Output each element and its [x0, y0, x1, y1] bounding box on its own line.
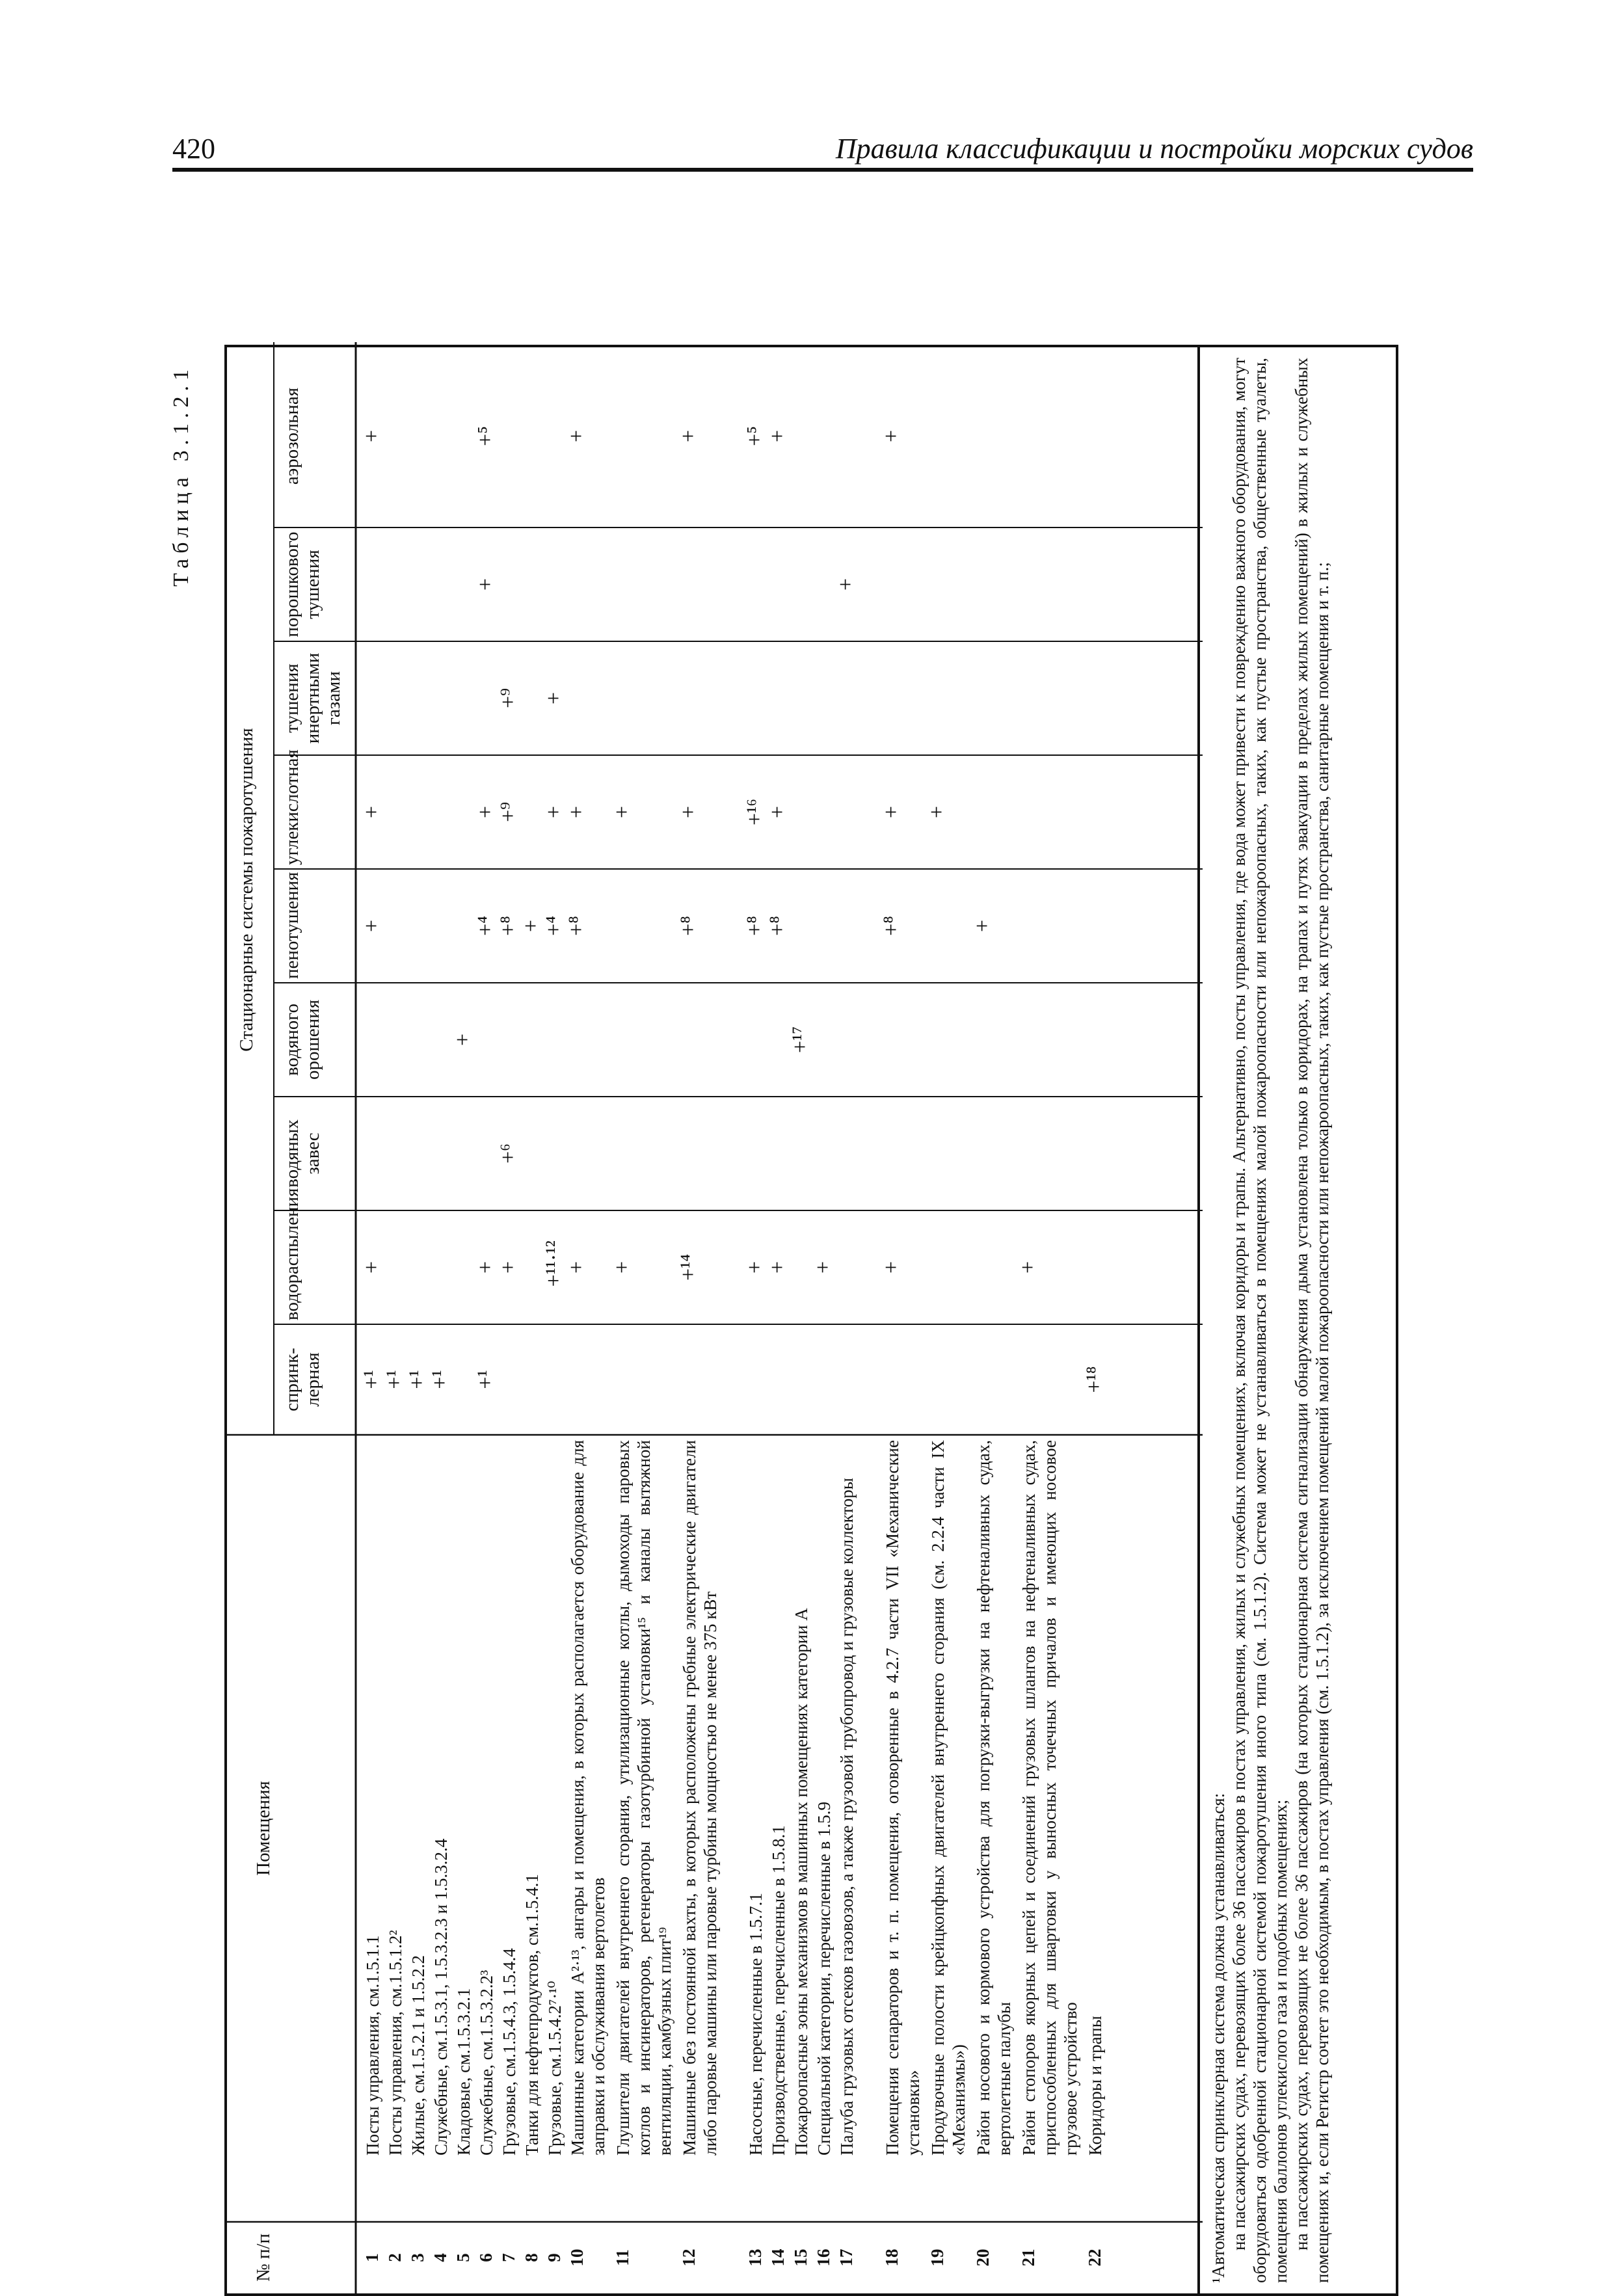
- row-room-text: Продувочные полости крейцкопфных двигателей внутреннего сгорания (см. 2.2.4 части IX «Механизмы»): [928, 1440, 968, 2156]
- page-number: 420: [172, 133, 215, 165]
- cell-mark: +: [743, 1261, 767, 1274]
- row-number: 1: [362, 2253, 382, 2262]
- cell-mark: +⁴: [473, 915, 498, 937]
- row-room-text: Посты управления, см.1.5.1.1: [363, 1935, 382, 2156]
- cell-mark: +⁹: [496, 801, 520, 823]
- cell-mark: +: [360, 429, 384, 443]
- row-room-text: Насосные, перечисленные в 1.5.7.1: [746, 1893, 766, 2156]
- cell-mark: +: [676, 805, 700, 819]
- cell-mark: +: [925, 805, 949, 819]
- cell-mark: +: [496, 1261, 520, 1274]
- cell-mark: +: [811, 1261, 835, 1274]
- cell-mark: +⁵: [743, 425, 767, 447]
- row-room-text: Грузовые, см.1.5.4.3, 1.5.4.4: [500, 1948, 519, 2156]
- row-number: 3: [408, 2253, 427, 2262]
- cell-mark: +⁶: [496, 1143, 520, 1164]
- cell-mark: +: [565, 805, 589, 819]
- cell-mark: +: [879, 429, 903, 443]
- cell-mark: +: [879, 1261, 903, 1274]
- row-room-text: Производственные, перечисленные в 1.5.8.1: [769, 1825, 788, 2156]
- cell-mark: +¹¹·¹²: [542, 1240, 566, 1287]
- row-number: 18: [882, 2249, 901, 2267]
- system-header-6: углекислотная: [282, 749, 302, 865]
- rotated-table-page: [163, 345, 1437, 2296]
- row-number: 22: [1085, 2249, 1104, 2267]
- row-number: 16: [814, 2249, 833, 2267]
- row-room-text: Служебные, см.1.5.3.1, 1.5.3.2.3 и 1.5.3.2.4: [431, 1838, 451, 2156]
- row-number: 20: [973, 2249, 993, 2267]
- cell-mark: +⁸: [879, 915, 903, 937]
- row-number: 11: [613, 2249, 632, 2266]
- cell-mark: +⁸: [496, 915, 520, 937]
- system-header-1: спринк-лерная: [282, 1348, 323, 1411]
- row-number: 6: [476, 2253, 496, 2262]
- cell-mark: +⁸: [743, 915, 767, 937]
- cell-mark: +: [360, 805, 384, 819]
- cell-mark: +: [473, 805, 498, 819]
- cell-mark: +: [1016, 1261, 1040, 1274]
- header-stationary-systems: Стационарные системы пожаротушения: [236, 728, 257, 1052]
- row-number: 9: [544, 2253, 564, 2262]
- cell-mark: +¹⁷: [788, 1026, 812, 1054]
- system-header-2: водораспыления: [282, 1188, 302, 1320]
- footnote-1a: на пассажирских судах, перевозящих более 36 пассажиров в постах управления, жилых и служебных помещениях, включая коридоры и трапы. Альтернативно, посты управления, где вода может привести к повреждению важного оборудования, могут оборудоваться одобренной стационарной системой пожаротушения иного типа (см. 1.5.1.2). Система может не устанавливаться в помещениях малой пожароопасности или непожароопасных, таких, как пустые пространства, общественные туалеты, помещения баллонов углекислого газа и подобных помещениях;: [1229, 358, 1290, 2283]
- document-title: Правила классификации и постройки морских судов: [835, 133, 1473, 165]
- header-number: № п/п: [253, 2234, 274, 2282]
- cell-mark: +: [766, 429, 790, 443]
- row-room-text: Машинные категории A²·¹³, ангары и помещения, в которых располагается оборудование для заправки и обслуживания вертолетов: [568, 1440, 608, 2156]
- row-number: 17: [836, 2249, 856, 2267]
- header-rule: [172, 168, 1473, 172]
- cell-mark: +⁴: [542, 915, 566, 937]
- cell-mark: +: [473, 578, 498, 591]
- row-room-text: Танки для нефтепродуктов, см.1.5.4.1: [522, 1874, 542, 2156]
- row-number: 5: [453, 2253, 473, 2262]
- row-room-text: Машинные без постоянной вахты, в которых расположены гребные электрические двигатели либо паровые машины или паровые турбины мощностью не менее 375 кВт: [680, 1440, 720, 2156]
- row-number: 13: [745, 2249, 765, 2267]
- row-room-text: Палуба грузовых отсеков газовозов, а также грузовой трубопровод и грузовые коллекторы: [837, 1478, 857, 2156]
- cell-mark: +: [451, 1033, 475, 1047]
- footnote-1b: на пассажирских судах, перевозящих не более 36 пассажиров (на которых стационарная система сигнализации обнаружения дыма установлена только в коридорах, на трапах и путях эвакуации в пределах жилых помещений) в жилых и служебных помещениях и, если Регистр сочтет это необходимым, в постах управления (см. 1.5.1.2), за исключением помещений малой пожароопасности или непожароопасных, таких, как пустые пространства, санитарные помещения и т. п.;: [1292, 358, 1332, 2283]
- cell-mark: +⁸: [565, 915, 589, 937]
- cell-mark: +: [879, 805, 903, 819]
- cell-mark: +⁵: [473, 425, 498, 447]
- page-header: [172, 127, 1473, 172]
- cell-mark: +¹: [405, 1370, 429, 1389]
- row-room-text: Посты управления, см.1.5.1.2²: [386, 1930, 405, 2156]
- header-rooms: Помещения: [253, 1781, 274, 1876]
- footnotes: [1200, 345, 1398, 2296]
- row-room-text: Район носового и кормового устройства для погрузки-выгрузки на нефтеналивных судах, вертолетные палубы: [974, 1440, 1014, 2156]
- row-room-text: Специальной категории, перечисленные в 1.5.9: [814, 1801, 834, 2156]
- row-number: 15: [791, 2249, 810, 2267]
- cell-mark: +¹: [382, 1370, 407, 1389]
- cell-mark: +⁸: [676, 915, 700, 937]
- row-room-text: Коридоры и трапы: [1086, 2016, 1105, 2156]
- cell-mark: +: [834, 578, 858, 591]
- cell-mark: +¹⁶: [743, 798, 767, 826]
- row-number: 19: [927, 2249, 947, 2267]
- cell-mark: +: [565, 1261, 589, 1274]
- row-number: 4: [431, 2253, 450, 2262]
- table-caption: Таблица 3.1.2.1: [169, 364, 193, 587]
- cell-mark: +⁸: [766, 915, 790, 937]
- row-room-text: Служебные, см.1.5.3.2.2³: [477, 1969, 496, 2156]
- system-header-5: пенотушения: [282, 872, 302, 979]
- cell-mark: +: [610, 805, 634, 819]
- row-room-text: Грузовые, см.1.5.4.2⁷·¹⁰: [545, 1981, 565, 2156]
- cell-mark: +: [766, 805, 790, 819]
- cell-mark: +: [970, 919, 994, 933]
- cell-mark: +: [473, 1261, 498, 1274]
- row-room-text: Пожароопасные зоны механизмов в машинных помещениях категории A: [792, 1608, 811, 2156]
- cell-mark: +: [565, 429, 589, 443]
- system-header-4: водяного орошения: [282, 999, 323, 1080]
- row-number: 7: [499, 2253, 518, 2262]
- row-number: 2: [385, 2253, 405, 2262]
- row-room-text: Кладовые, см.1.5.3.2.1: [454, 1988, 473, 2156]
- row-number: 8: [522, 2253, 541, 2262]
- cell-mark: +: [766, 1261, 790, 1274]
- cell-mark: +¹: [360, 1370, 384, 1389]
- cell-mark: +¹⁸: [1082, 1366, 1106, 1393]
- row-room-text: Глушители двигателей внутреннего сгорания, утилизационные котлы, дымоходы паровых котлов и инсинераторов, регенераторы газотурбинной установки¹⁵ и каналы вытяжной вентиляции, камбузных плит¹⁹: [613, 1440, 674, 2156]
- fire-system-table: [224, 345, 1200, 2296]
- row-number: 10: [567, 2249, 587, 2267]
- system-header-9: аэрозольная: [282, 387, 302, 485]
- row-room-text: Жилые, см.1.5.2.1 и 1.5.2.2: [408, 1955, 428, 2156]
- system-header-3: водяных завес: [282, 1119, 323, 1188]
- row-room-text: Помещения сепараторов и т. п. помещения, оговоренные в 4.2.7 части VII «Механические установки»: [883, 1440, 923, 2156]
- cell-mark: +¹⁴: [676, 1253, 700, 1281]
- cell-mark: +: [360, 1261, 384, 1274]
- system-header-8: порошкового тушения: [282, 531, 323, 637]
- cell-mark: +¹: [473, 1370, 498, 1389]
- cell-mark: +: [360, 919, 384, 933]
- row-number: 12: [679, 2249, 699, 2267]
- footnote-1: ¹Автоматическая спринклерная система должна устанавливаться:: [1208, 1793, 1228, 2283]
- cell-mark: +: [542, 805, 566, 819]
- cell-mark: +⁹: [496, 687, 520, 709]
- cell-mark: +: [676, 429, 700, 443]
- cell-mark: +: [542, 691, 566, 705]
- row-number: 14: [768, 2249, 788, 2267]
- row-number: 21: [1019, 2249, 1038, 2267]
- cell-mark: +¹: [428, 1370, 452, 1389]
- cell-mark: +: [519, 919, 543, 933]
- row-room-text: Район стопоров якорных цепей и соединений грузовых шлангов на нефтеналивных судах, приспособленных для швартовки у выносных точечных причалов и имеющих носовое грузовое устройство: [1019, 1440, 1080, 2156]
- system-header-7: тушения инертными газами: [282, 652, 344, 744]
- cell-mark: +: [610, 1261, 634, 1274]
